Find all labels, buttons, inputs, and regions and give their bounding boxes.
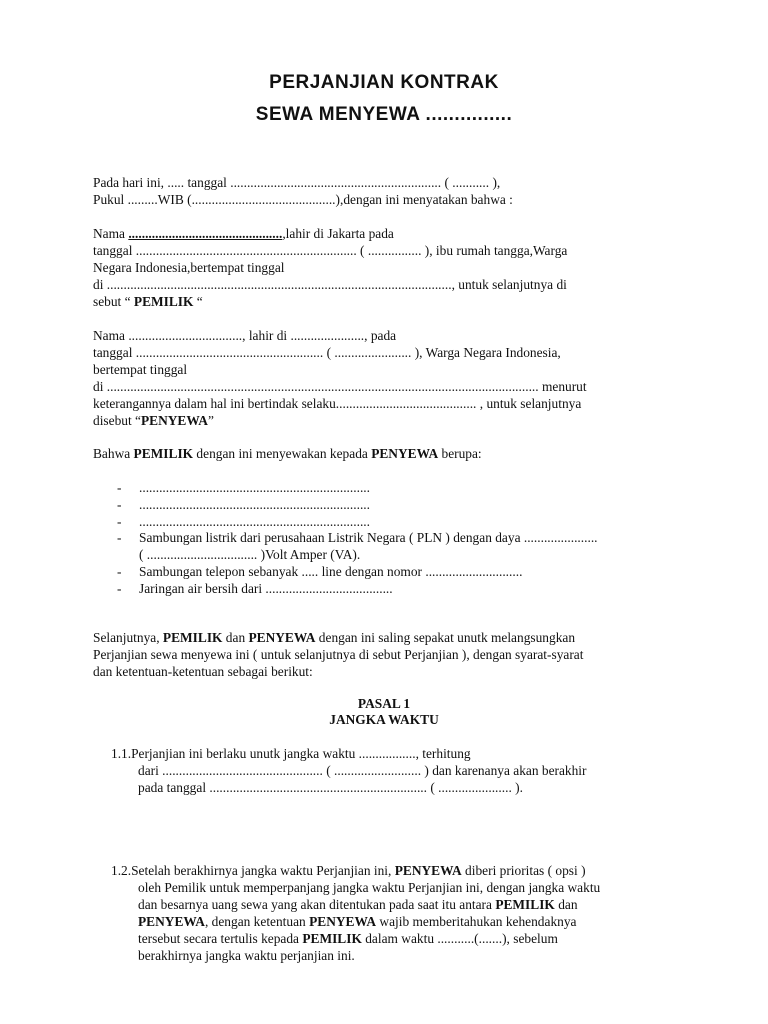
list-item: ..................................................................... <box>139 514 370 529</box>
party2-line-4: di ................................................................................................................................. menurut <box>93 379 587 394</box>
party1-line-4: di ......................................................................................................., untuk selanjutnya di <box>93 277 567 292</box>
agreement-line-1: Selanjutnya, PEMILIK dan PENYEWA dengan ini saling sepakat unutk melangsungkan <box>93 630 576 645</box>
list-dash: - <box>117 480 122 495</box>
clause-1-1-line-3: pada tanggal ................................................................. ( ...................... ). <box>138 780 523 795</box>
party2-line-5: keterangannya dalam hal ini bertindak selaku.......................................... , untuk selanjutnya <box>93 396 582 411</box>
document-title-line2: SEWA MENYEWA ............... <box>255 104 513 125</box>
clause-1-2-line-4: PENYEWA, dengan ketentuan PENYEWA wajib memberitahukan kehendaknya <box>138 914 577 929</box>
list-item-telephone: Sambungan telepon sebanyak ..... line dengan nomor ............................. <box>139 564 523 579</box>
party2-line-3: bertempat tinggal <box>93 362 188 377</box>
list-dash: - <box>117 581 122 596</box>
pasal-heading: JANGKA WAKTU <box>329 712 439 727</box>
party1-line-5: sebut “ PEMILIK “ <box>93 294 203 309</box>
list-item: ..................................................................... <box>139 497 370 512</box>
document-title-line1: PERJANJIAN KONTRAK <box>269 72 499 93</box>
clause-1-1-line-2: dari ................................................ ( .......................... ) dan karenanya akan berakhir <box>138 763 587 778</box>
list-item-electricity-cont: ( ................................. )Volt Amper (VA). <box>139 547 361 562</box>
party1-line-1: Nama ..............................................,lahir di Jakarta pada <box>93 226 394 241</box>
clause-1-2-line-5: tersebut secara tertulis kepada PEMILIK dalam waktu ...........(.......), sebelum <box>138 931 558 946</box>
intro-line-1: Pada hari ini, ..... tanggal ............................................................... ( ........... ), <box>93 175 501 190</box>
agreement-line-3: dan ketentuan-ketentuan sebagai berikut: <box>93 664 313 679</box>
party2-line-2: tanggal ........................................................ ( ....................... ), Warga Negara Indonesia, <box>93 345 561 360</box>
agreement-line-2: Perjanjian sewa menyewa ini ( untuk selanjutnya di sebut Perjanjian ), dengan syarat-syarat <box>93 647 584 662</box>
party1-line-2: tanggal .................................................................. ( ................ ), ibu rumah tangga,Warga <box>93 243 568 258</box>
clause-1-2-line-1: 1.2.Setelah berakhirnya jangka waktu Perjanjian ini, PENYEWA diberi prioritas ( opsi ) <box>111 863 586 878</box>
intro-line-2: Pukul .........WIB (...........................................),dengan ini menyatakan bahwa : <box>93 192 513 207</box>
list-item-electricity: Sambungan listrik dari perusahaan Listrik Negara ( PLN ) dengan daya ...................... <box>139 530 598 545</box>
pemilik-label: PEMILIK <box>133 294 194 309</box>
pasal-number: PASAL 1 <box>357 696 411 711</box>
party1-line-3: Negara Indonesia,bertempat tinggal <box>93 260 285 275</box>
clause-1-2-line-2: oleh Pemilik untuk memperpanjang jangka waktu Perjanjian ini, dengan jangka waktu <box>138 880 601 895</box>
party2-line-6: disebut “PENYEWA” <box>93 413 214 428</box>
lease-statement: Bahwa PEMILIK dengan ini menyewakan kepada PENYEWA berupa: <box>93 446 482 461</box>
party2-line-1: Nama .................................., lahir di ......................, pada <box>93 328 397 343</box>
party1-name-blank: .............................................. <box>128 226 283 241</box>
list-dash: - <box>117 530 122 545</box>
list-dash: - <box>117 497 122 512</box>
penyewa-label: PENYEWA <box>140 413 208 428</box>
clause-1-2-line-6: berakhirnya jangka waktu perjanjian ini. <box>138 948 355 963</box>
list-dash: - <box>117 514 122 529</box>
clause-1-1-line-1: 1.1.Perjanjian ini berlaku unutk jangka waktu ................., terhitung <box>111 746 471 761</box>
list-item: ..................................................................... <box>139 480 370 495</box>
list-dash: - <box>117 564 122 579</box>
clause-1-2-line-3: dan besarnya uang sewa yang akan ditentukan pada saat itu antara PEMILIK dan <box>138 897 578 912</box>
list-item-water: Jaringan air bersih dari ...................................... <box>139 581 393 596</box>
